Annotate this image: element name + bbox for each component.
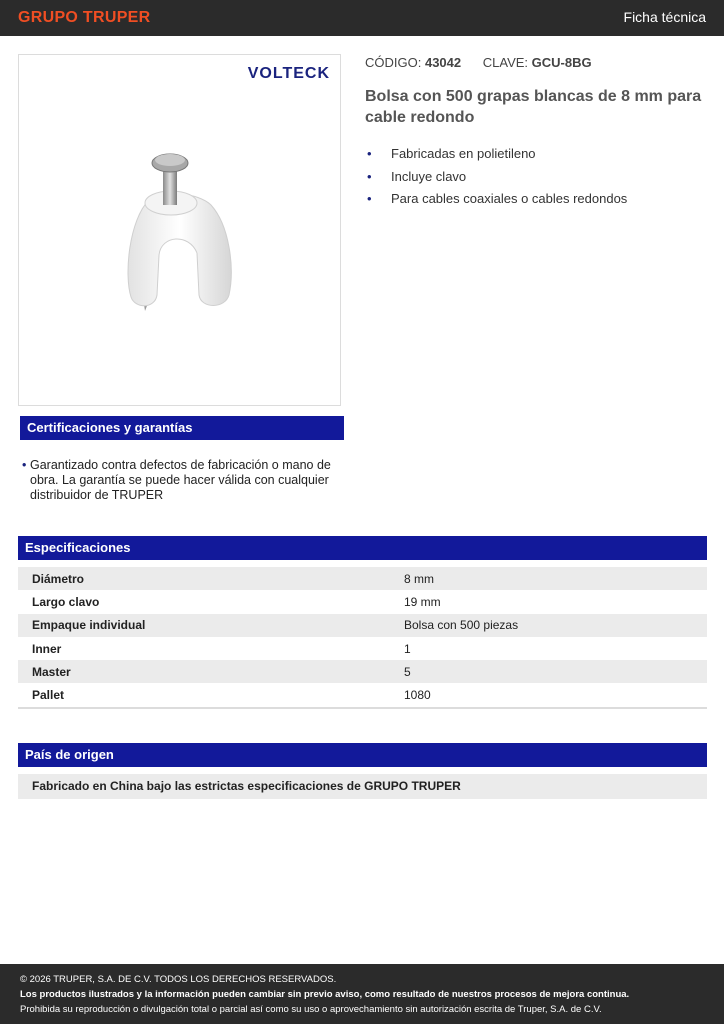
cable-clip-image [119,145,239,315]
volteck-logo: VOLTECK [247,65,330,82]
copyright-text: © 2026 TRUPER, S.A. DE C.V. TODOS LOS DERECHOS RESERVADOS. [20,974,337,985]
product-codes [365,55,592,70]
table-row: Diámetro 8 mm [18,567,707,590]
certifications-heading: Certificaciones y garantías [20,416,344,440]
product-title: Bolsa con 500 grapas blancas de 8 mm para cable redondo [365,88,702,126]
prohibition-text: Prohibida su reproducción o divulgación total o parcial así como su uso o aprovechamiento sin autorización escrita de Truper, S.A. de C.V. [20,1004,602,1015]
clave-value: GCU-8BG [531,55,592,70]
bullet-icon: • [22,458,27,472]
specifications-table [18,567,707,709]
table-row: Inner 1 [32,641,411,656]
notice-text: Los productos ilustrados y la información pueden cambiar sin previo aviso, como resultado de nuestros procesos de mejora continua. [20,989,630,1000]
top-bar [0,0,724,36]
table-row: Master 5 [18,660,707,683]
bullet-icon: • [367,168,372,184]
bullet-icon: • [367,146,372,161]
clave-label: CLAVE: [482,55,529,70]
footer [0,964,724,1024]
table-row: Empaque individual Bolsa con 500 piezas [18,614,707,637]
doc-type-label: Ficha técnica [623,9,706,25]
feature-item: • Para cables coaxiales o cables redondos [367,191,628,206]
product-image-frame [18,54,341,406]
origin-text: Fabricado en China bajo las estrictas especificaciones de GRUPO TRUPER [18,774,707,799]
table-row: Pallet 1080 [18,683,707,707]
origin-heading: País de origen [18,743,707,767]
feature-item: • Incluye clavo [367,168,467,184]
brand-logo: GRUPO TRUPER [18,9,151,26]
codigo-label: CÓDIGO: [365,55,422,70]
specifications-heading: Especificaciones [18,536,707,560]
feature-list [365,145,627,213]
feature-item: • Fabricadas en polietileno [367,146,536,161]
table-row: Largo clavo 19 mm [32,594,441,609]
bullet-icon: • [367,191,372,206]
certifications-text: • Garantizado contra defectos de fabricación o mano de obra. La garantía se puede hacer válida con cualquier distribuidor de TRUPER [22,458,331,502]
codigo-value: 43042 [424,55,462,70]
